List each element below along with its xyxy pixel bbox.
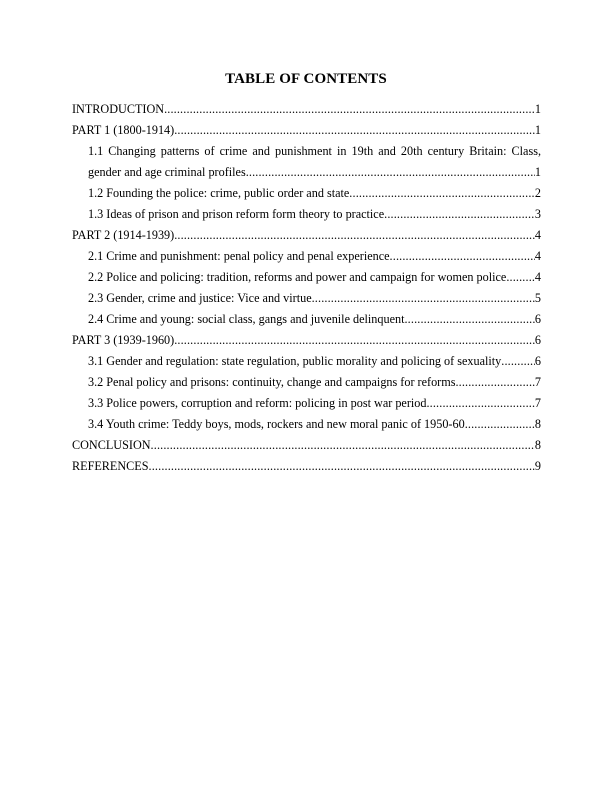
dot-leader <box>404 309 534 330</box>
toc-page-number: 6 <box>534 333 541 347</box>
toc-entry-label: 2.1 Crime and punishment: penal policy and penal experience <box>88 249 390 263</box>
toc-page-number: 1 <box>534 102 541 116</box>
toc-entry-2-1[interactable] <box>72 246 541 267</box>
dot-leader <box>384 204 535 225</box>
dot-leader <box>174 225 535 246</box>
dot-leader <box>501 351 535 372</box>
toc-page-number: 8 <box>534 438 541 452</box>
dot-leader <box>390 246 535 267</box>
toc-page-number: 7 <box>534 375 541 389</box>
toc-page-number: 6 <box>534 312 541 326</box>
toc-entry-label: 2.4 Crime and young: social class, gangs and juvenile delinquent <box>88 312 405 326</box>
toc-page-number: 6 <box>534 354 541 368</box>
toc-entry-label: PART 2 (1914-1939) <box>72 228 175 242</box>
toc-entry-label: CONCLUSION <box>72 438 151 452</box>
dot-leader <box>349 183 535 204</box>
toc-entry-label: PART 3 (1939-1960) <box>72 333 175 347</box>
dot-leader <box>312 288 535 309</box>
toc-entry-label: 1.2 Founding the police: crime, public order and state <box>88 186 350 200</box>
toc-page-number: 1 <box>534 165 541 179</box>
dot-leader <box>426 393 534 414</box>
toc-title: TABLE OF CONTENTS <box>225 71 387 87</box>
toc-entry-part-3[interactable] <box>72 330 541 351</box>
toc-page-number: 5 <box>534 291 541 305</box>
toc-entry-3-4[interactable] <box>72 414 541 435</box>
dot-leader <box>149 456 535 477</box>
dot-leader <box>465 414 535 435</box>
toc-entry-2-3[interactable] <box>72 288 541 309</box>
toc-entry-label: PART 1 (1800-1914) <box>72 123 175 137</box>
toc-entry-2-4[interactable] <box>72 309 541 330</box>
toc-entry-part-1[interactable] <box>72 120 541 141</box>
toc-entry-part-2[interactable] <box>72 225 541 246</box>
dot-leader <box>164 99 535 120</box>
toc-entry-label: 1.3 Ideas of prison and prison reform form theory to practice <box>88 207 385 221</box>
toc-entry-3-3[interactable] <box>72 393 541 414</box>
table-of-contents <box>72 99 541 477</box>
toc-page-number: 4 <box>534 228 541 242</box>
toc-entry-3-1[interactable] <box>72 351 541 372</box>
toc-page-number: 4 <box>534 270 541 284</box>
toc-entry-1-3[interactable] <box>72 204 541 225</box>
dot-leader <box>455 372 534 393</box>
toc-page-number: 8 <box>534 417 541 431</box>
toc-page-number: 2 <box>534 186 541 200</box>
toc-entry-references[interactable] <box>72 456 541 477</box>
toc-entry-1-2[interactable] <box>72 183 541 204</box>
toc-entry-2-2[interactable] <box>72 267 541 288</box>
toc-entry-1-1[interactable] <box>72 141 541 183</box>
toc-entry-3-2[interactable] <box>72 372 541 393</box>
toc-page-number: 7 <box>534 396 541 410</box>
toc-entry-label: 3.1 Gender and regulation: state regulation, public morality and policing of sexuality <box>88 354 502 368</box>
toc-entry-label: 3.4 Youth crime: Teddy boys, mods, rockers and new moral panic of 1950-60 <box>88 417 465 431</box>
toc-entry-label-line1: 1.1 Changing patterns of crime and punishment in 19th and 20th century Britain: Class, <box>88 144 541 158</box>
toc-page-number: 1 <box>534 123 541 137</box>
dot-leader <box>174 330 535 351</box>
toc-entry-label: 2.2 Police and policing: tradition, reforms and power and campaign for women police <box>88 270 507 284</box>
toc-entry-label: 3.2 Penal policy and prisons: continuity, change and campaigns for reforms <box>88 375 456 389</box>
dot-leader <box>246 162 535 183</box>
toc-page-number: 4 <box>534 249 541 263</box>
toc-page-number: 3 <box>534 207 541 221</box>
dot-leader <box>174 120 535 141</box>
toc-page-number: 9 <box>534 459 541 473</box>
toc-entry-label: REFERENCES <box>72 459 149 473</box>
toc-entry-label: 3.3 Police powers, corruption and reform: policing in post war period <box>88 396 427 410</box>
toc-entry-label-line2: gender and age criminal profiles <box>88 165 246 179</box>
dot-leader <box>506 267 535 288</box>
toc-entry-introduction[interactable] <box>72 99 541 120</box>
toc-entry-label: INTRODUCTION <box>72 102 165 116</box>
toc-entry-label: 2.3 Gender, crime and justice: Vice and virtue <box>88 291 312 305</box>
toc-entry-conclusion[interactable] <box>72 435 541 456</box>
dot-leader <box>151 435 535 456</box>
